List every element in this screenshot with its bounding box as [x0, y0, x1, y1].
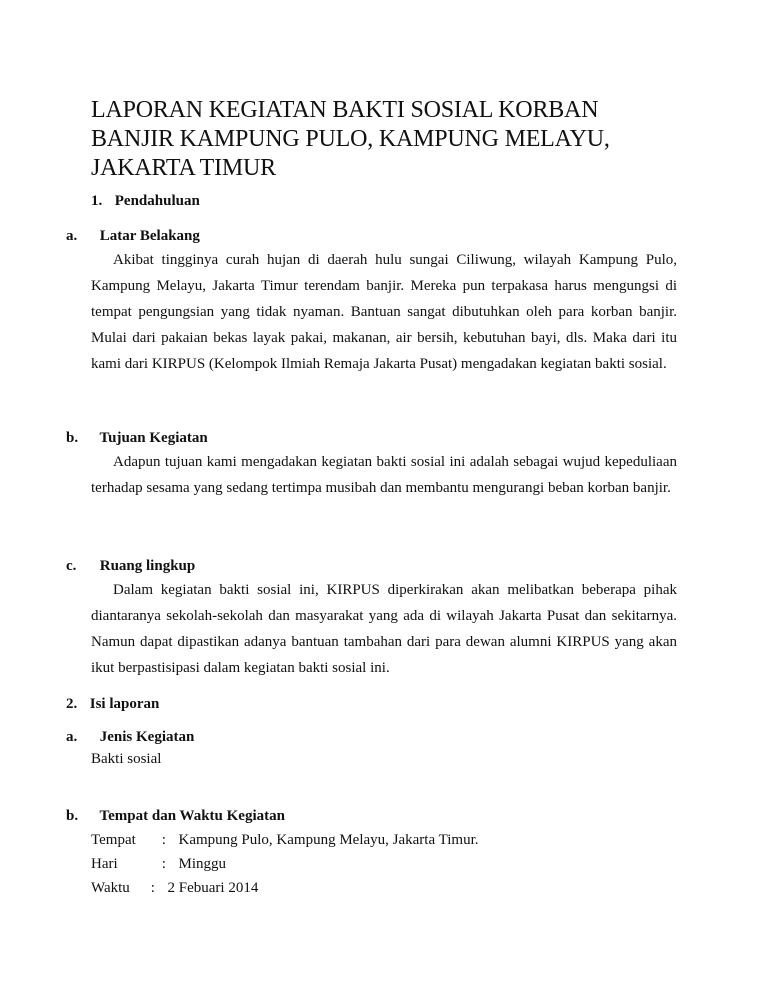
subheading-tempat-waktu: [66, 808, 285, 825]
subheading-label: Jenis Kegiatan: [99, 729, 195, 745]
detail-key: Hari: [91, 856, 118, 872]
subheading-letter: c.: [66, 558, 77, 574]
detail-row-waktu: [91, 880, 258, 897]
detail-value: Kampung Pulo, Kampung Melayu, Jakarta Timur.: [178, 832, 479, 848]
section-label: Isi laporan: [89, 696, 160, 712]
detail-value: Minggu: [178, 856, 227, 872]
subheading-latar-belakang: [66, 228, 200, 245]
title-line: BANJIR KAMPUNG PULO, KAMPUNG MELAYU,: [91, 126, 610, 152]
paragraph-latar-belakang: Akibat tingginya curah hujan di daerah hulu sungai Ciliwung, wilayah Kampung Pulo, Kampung Melayu, Jakarta Timur terendam banjir. Mereka pun terpakasa harus mengungsi di tempat pengungsian yang tidak nyaman. Bantuan sangat dibutuhkan oleh para korban banjir. Mulai dari pakaian bekas layak pakai, makanan, air bersih, kebutuhan bayi, dls. Maka dari itu kami dari KIRPUS (Kelompok Ilmiah Remaja Jakarta Pusat) mengadakan kegiatan bakti sosial.: [91, 252, 677, 372]
subheading-jenis-kegiatan: [66, 729, 194, 746]
detail-key: Waktu: [91, 880, 130, 896]
section-heading-pendahuluan: [91, 193, 200, 210]
section-number: 2.: [66, 696, 78, 712]
subheading-letter: a.: [66, 729, 78, 745]
detail-separator: :: [161, 832, 166, 848]
subheading-letter: a.: [66, 228, 78, 244]
detail-row-tempat: [91, 832, 479, 849]
subheading-letter: b.: [66, 808, 79, 824]
subheading-ruang-lingkup: [66, 558, 195, 575]
title-line: LAPORAN KEGIATAN BAKTI SOSIAL KORBAN: [91, 97, 599, 123]
subheading-letter: b.: [66, 430, 79, 446]
jenis-kegiatan-value: Bakti sosial: [91, 751, 162, 767]
paragraph-ruang-lingkup: Dalam kegiatan bakti sosial ini, KIRPUS diperkirakan akan melibatkan beberapa pihak diantaranya sekolah-sekolah dan masyarakat yang ada di wilayah Jakarta Pusat dan sekitarnya. Namun dapat dipastikan adanya bantuan tambahan dari para dewan alumni KIRPUS yang akan ikut berpastisipasi dalam kegiatan bakti sosial ini.: [91, 582, 677, 676]
section-number: 1.: [91, 193, 103, 209]
subheading-label: Ruang lingkup: [99, 558, 196, 574]
subheading-label: Tujuan Kegiatan: [99, 430, 208, 446]
subheading-label: Latar Belakang: [99, 228, 200, 244]
subheading-tujuan-kegiatan: [66, 430, 208, 447]
detail-value: 2 Febuari 2014: [167, 880, 259, 896]
section-heading-isi-laporan: [66, 696, 159, 713]
detail-row-hari: [91, 856, 226, 873]
title-line: JAKARTA TIMUR: [91, 155, 276, 181]
detail-key: Tempat: [91, 832, 136, 848]
paragraph-tujuan-kegiatan: Adapun tujuan kami mengadakan kegiatan bakti sosial ini adalah sebagai wujud kepeduliaan terhadap sesama yang sedang tertimpa musibah dan membantu mengurangi beban korban banjir.: [91, 454, 677, 496]
detail-separator: :: [161, 856, 166, 872]
detail-separator: :: [150, 880, 155, 896]
subheading-label: Tempat dan Waktu Kegiatan: [99, 808, 285, 824]
document-title: [91, 96, 691, 183]
section-label: Pendahuluan: [114, 193, 200, 209]
